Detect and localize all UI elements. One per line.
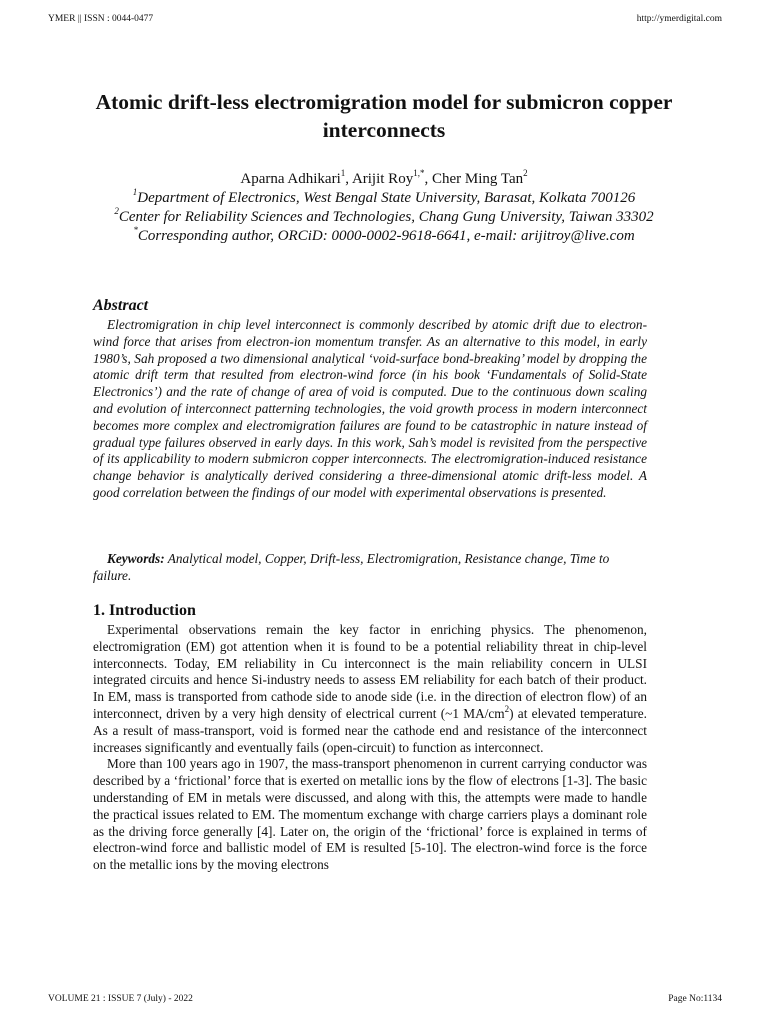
page-footer [48,994,722,1004]
abstract-text: Electromigration in chip level interconnect is commonly described by atomic drift due to electron-wind force that arises from electron-ion momentum transfer. As an alternative to this model, in early 1980’s, Sah proposed a two dimensional analytical ‘void-surface bond-breaking’ model by dropping the atomic drift term that resulted from electron-wind force (in his book ‘Fundamentals of Solid-State Electronics’) and the rate of change of area of void is computed. Due to the continuous down scaling and evolution of interconnect patterning technologies, the void growth process in modern interconnect becomes more complex and electromigration failures are found to be catastrophic in nature instead of gradual type failures observed in early days. In this work, Sah’s model is revisited from the perspective of its applicability to modern submicron copper interconnects. The electromigration-induced resistance change behavior is analytically derived considering a three-dimensional atomic drift-less model. A good correlation between the findings of our model with experimental observations is presented. [93,317,647,500]
affiliation-sup: 1 [132,187,138,197]
affiliation-text: Center for Reliability Sciences and Technologies, Chang Gung University, Taiwan 33302 [118,209,654,225]
paper-title: Atomic drift-less electromigration model for submicron copper interconnects [95,90,673,142]
author-name: Arijit Roy [351,171,414,187]
affiliation-1 [80,189,688,208]
introduction-heading: 1. Introduction [93,602,196,619]
intro-p1-sup: 2 [504,703,510,714]
volume-issue: VOLUME 21 : ISSUE 7 (July) - 2022 [48,994,193,1004]
author-name: Cher Ming Tan [431,171,524,187]
affiliation-text: Department of Electronics, West Bengal State University, Barasat, Kolkata 700126 [137,190,636,206]
intro-paragraph-1 [93,622,647,756]
corresponding-author [80,227,688,246]
keywords [93,551,647,585]
page-number: Page No:1134 [668,994,722,1004]
affiliation-2 [80,208,688,227]
journal-issn: YMER || ISSN : 0044-0477 [48,14,154,24]
author-list [80,170,688,189]
affiliation-sup: 2 [114,206,119,216]
introduction-body [93,622,647,874]
page-header [48,14,722,24]
intro-paragraph-2: More than 100 years ago in 1907, the mass-transport phenomenon in current carrying conductor was described by a ‘frictional’ force that is exerted on metallic ions by the flow of electrons [1-3]. The basic understanding of EM in metals were discussed, and along with this, the attempts were made to handle the practical issues related to EM. The momentum exchange with charge carriers plays a dominant role as the driving force generally [4]. Later on, the origin of the ‘frictional’ force is explained in terms of electron-wind force and ballistic model of EM is resulted [5-10]. The electron-wind force is the force on the metallic ions by the moving electrons [93,756,647,873]
intro-p1-text-b: ) at elevated temperature. As a result of mass-transport, void is formed near the cathode end and resistance of the interconnect increases significantly and eventually fails (open-circuit) to function as interconnect. [93,705,648,755]
author-name: Aparna Adhikari [240,171,341,187]
abstract-heading: Abstract [93,297,149,314]
author-separator: , [345,171,352,187]
intro-p1-text-a: Experimental observations remain the key factor in enriching physics. The phenomenon, electromigration (EM) got attention when it is found to be a potential reliability threat in chip-level interconnects. Today, EM reliability in Cu interconnect is the main reliability concern in ULSI integrated circuits and hence Si-industry needs to assess EM reliability for each batch of their product. In EM, mass is transported from cathode side to anode side (i.e. in the direction of electron flow) of an interconnect, driven by a very high density of electrical current (~1 MA/cm [93,622,647,721]
corresponding-sup: * [133,225,138,235]
corresponding-text: Corresponding author, ORCiD: 0000-0002-9618-6641, e-mail: arijitroy@live.com [137,228,635,244]
author-sup: 1,* [413,168,425,178]
author-separator: , [424,171,432,187]
author-block [80,170,688,246]
keywords-label: Keywords: [107,551,165,566]
author-sup: 2 [523,168,528,178]
keywords-text: Analytical model, Copper, Drift-less, Electromigration, Resistance change, Time to failure. [93,551,610,583]
author-sup: 1 [340,168,346,178]
journal-url[interactable]: http://ymerdigital.com [636,14,722,24]
